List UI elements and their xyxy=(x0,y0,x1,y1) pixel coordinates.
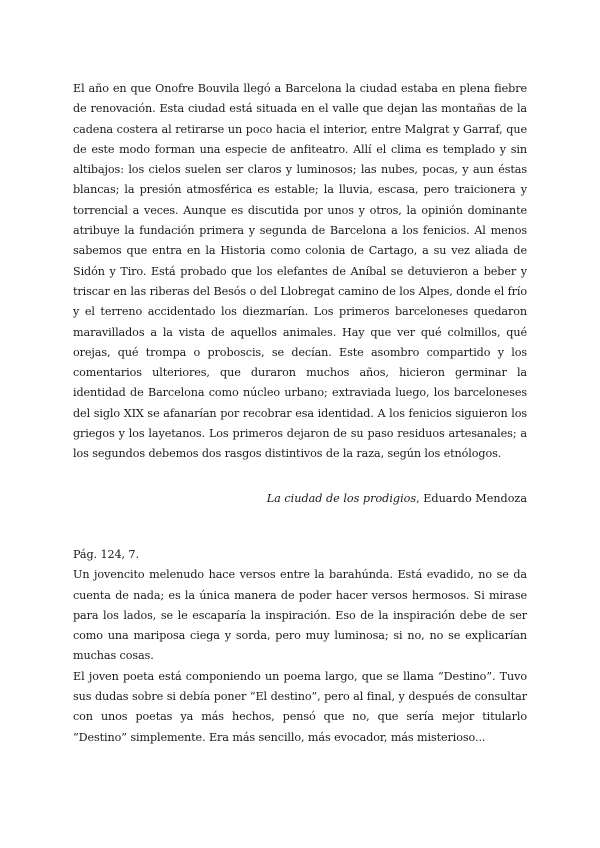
source-title: La ciudad de los prodigios xyxy=(266,492,417,505)
excerpt-paragraph-2: El joven poeta está componiendo un poema largo, que se llama “Destino”. Tuvo sus dudas sobre si debía poner “El destino”, pero al final, y después de consultar con unos poetas ya más hechos, pensó que no, que sería mejor titularlo “Destino” simplemente. Era más sencillo, más evocador, más misterioso... xyxy=(73,669,527,744)
excerpt-paragraph-1: Un jovencito melenudo hace versos entre la barahúnda. Está evadido, no se da cuenta de nada; es la única manera de poder hacer versos hermosos. Si mirase para los lados, se le escaparía la inspiración. Eso de la inspiración debe de ser como una mariposa ciega y sorda, pero muy luminosa; si no, no se explicarían muchas cosas. xyxy=(73,568,527,663)
source-author: , Eduardo Mendoza xyxy=(416,492,527,505)
excerpt-section xyxy=(73,545,527,748)
quote-attribution xyxy=(267,489,527,509)
quote-paragraph: El año en que Onofre Bouvila llegó a Barcelona la ciudad estaba en plena fiebre de renovación. Esta ciudad está situada en el valle que dejan las montañas de la cadena costera al retirarse un poco hacia el interior, entre Malgrat y Garraf, que de este modo forman una especie de anfiteatro. Allí el clima es templado y sin altibajos: los cielos suelen ser claros y luminosos; las nubes, pocas, y aun éstas blancas; la presión atmosférica es estable; la lluvia, escasa, pero traicionera y torrencial a veces. Aunque es discutida por unos y otros, la opinión dominante atribuye la fundación primera y segunda de Barcelona a los fenicios. Al menos sabemos que entra en la Historia como colonia de Cartago, a su vez aliada de Sidón y Tiro. Está probado que los elefantes de Aníbal se detuvieron a beber y triscar en las riberas del Besós o del Llobregat camino de los Alpes, donde el frío y el terreno accidentado los diezmarían. Los primeros barceloneses quedaron maravillados a la vista de aquellos animales. Hay que ver qué colmillos, qué orejas, qué trompa o proboscis, se decían. Este asombro compartido y los comentarios ulteriores, que duraron muchos años, hicieron germinar la identidad de Barcelona como núcleo urbano; extraviada luego, los barceloneses del siglo XIX se afanarían por recobrar esa identidad. A los fenicios siguieron los griegos y los layetanos. Los primeros dejaron de su paso residuos artesanales; a los segundos debemos dos rasgos distintivos de la raza, según los etnólogos. xyxy=(73,82,527,461)
page-reference: Pág. 124, 7. xyxy=(73,548,139,561)
